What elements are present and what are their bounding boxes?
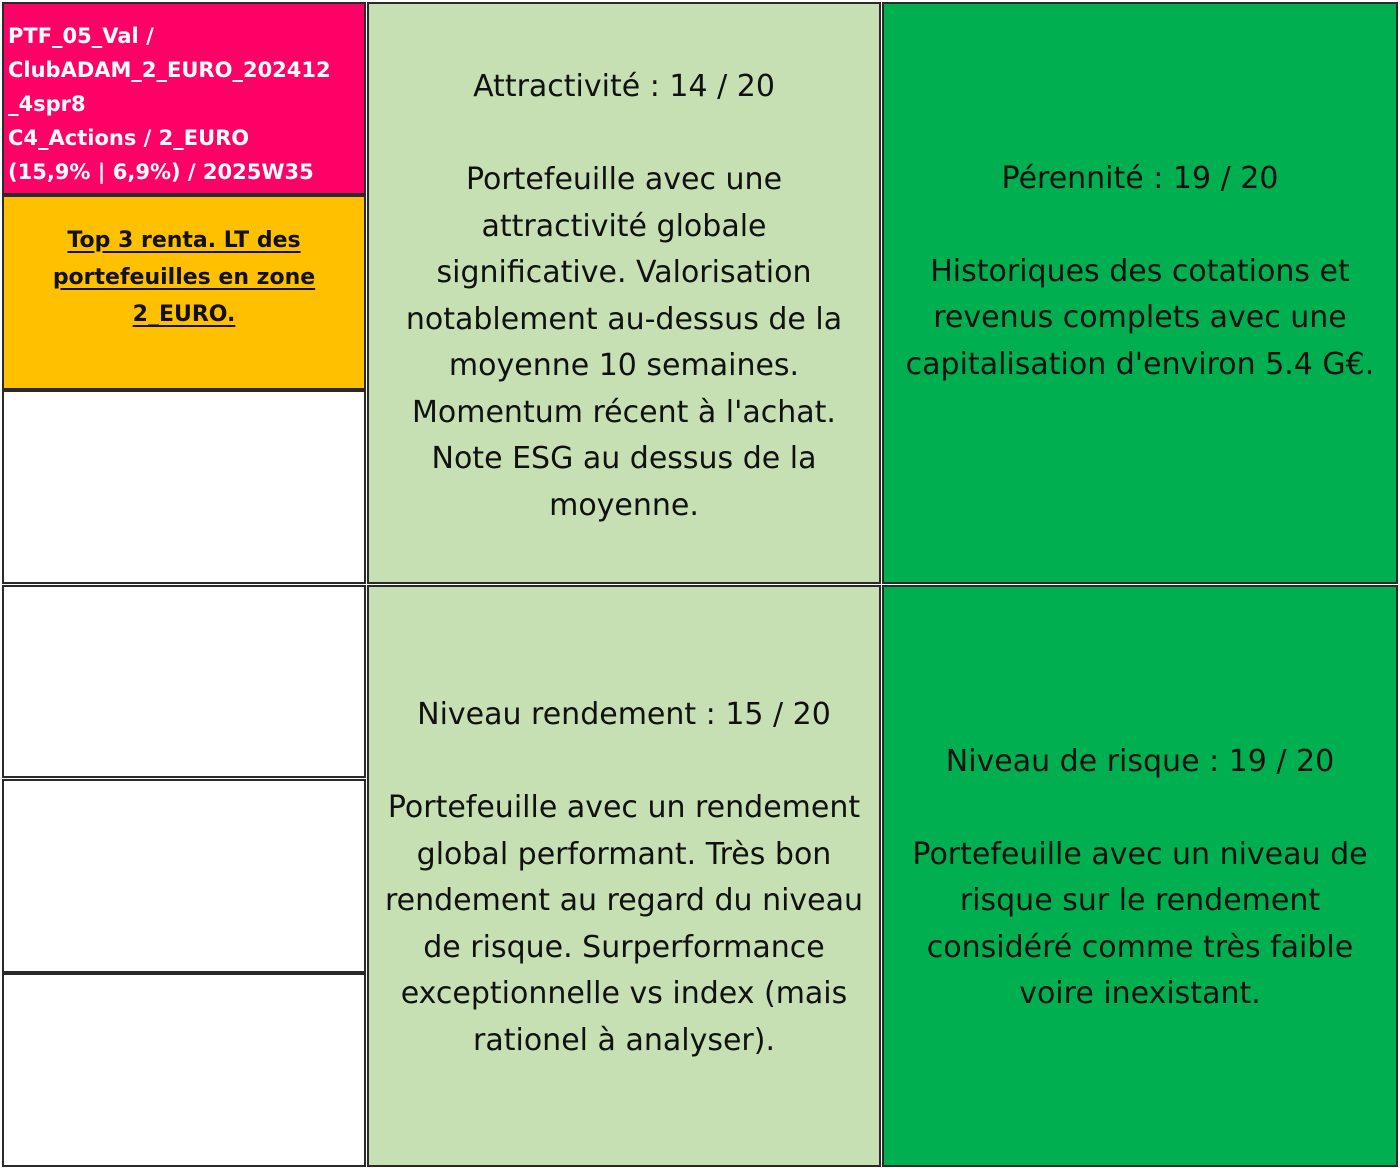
attractivite-title: Attractivité : 14 / 20	[473, 69, 775, 104]
perennite-cell	[882, 2, 1398, 584]
portfolio-id-line: C4_Actions / 2_EURO	[8, 126, 250, 150]
empty-cell	[2, 585, 366, 778]
empty-cell	[2, 973, 366, 1167]
rendement-cell	[367, 585, 881, 1167]
rendement-description: Portefeuille avec un rendement global performant. Très bon rendement au regard du niveau de risque. Surperformance exceptionnelle vs index (mais rationel à analyser).	[384, 790, 864, 1058]
risque-cell	[882, 585, 1398, 1167]
empty-cell	[2, 779, 366, 973]
top3-link-cell	[2, 195, 366, 390]
attractivite-description: Portefeuille avec une attractivité globale significative. Valorisation notablement au-dessus de la moyenne 10 semaines. Momentum récent à l'achat. Note ESG au dessus de la moyenne.	[405, 162, 843, 523]
portfolio-id-line: (15,9% | 6,9%) / 2025W35	[8, 160, 314, 184]
portfolio-id-cell	[2, 2, 366, 195]
portfolio-id-line: PTF_05_Val /	[8, 24, 154, 48]
attractivite-cell	[367, 2, 881, 584]
risque-title: Niveau de risque : 19 / 20	[945, 743, 1335, 779]
risque-description: Portefeuille avec un niveau de risque sur le rendement considéré comme très faible voire inexistant.	[912, 836, 1368, 1011]
top3-portfolios-link[interactable]: Top 3 renta. LT des portefeuilles en zone 2_EURO.	[52, 228, 316, 327]
empty-cell	[2, 390, 366, 584]
perennite-description: Historiques des cotations et revenus complets avec une capitalisation d'environ 5.4 G€.	[905, 253, 1375, 382]
perennite-title: Pérennité : 19 / 20	[1001, 160, 1279, 196]
rendement-title: Niveau rendement : 15 / 20	[417, 697, 831, 732]
portfolio-id-line: ClubADAM_2_EURO_202412	[8, 58, 331, 82]
portfolio-id-line: _4spr8	[8, 92, 86, 116]
